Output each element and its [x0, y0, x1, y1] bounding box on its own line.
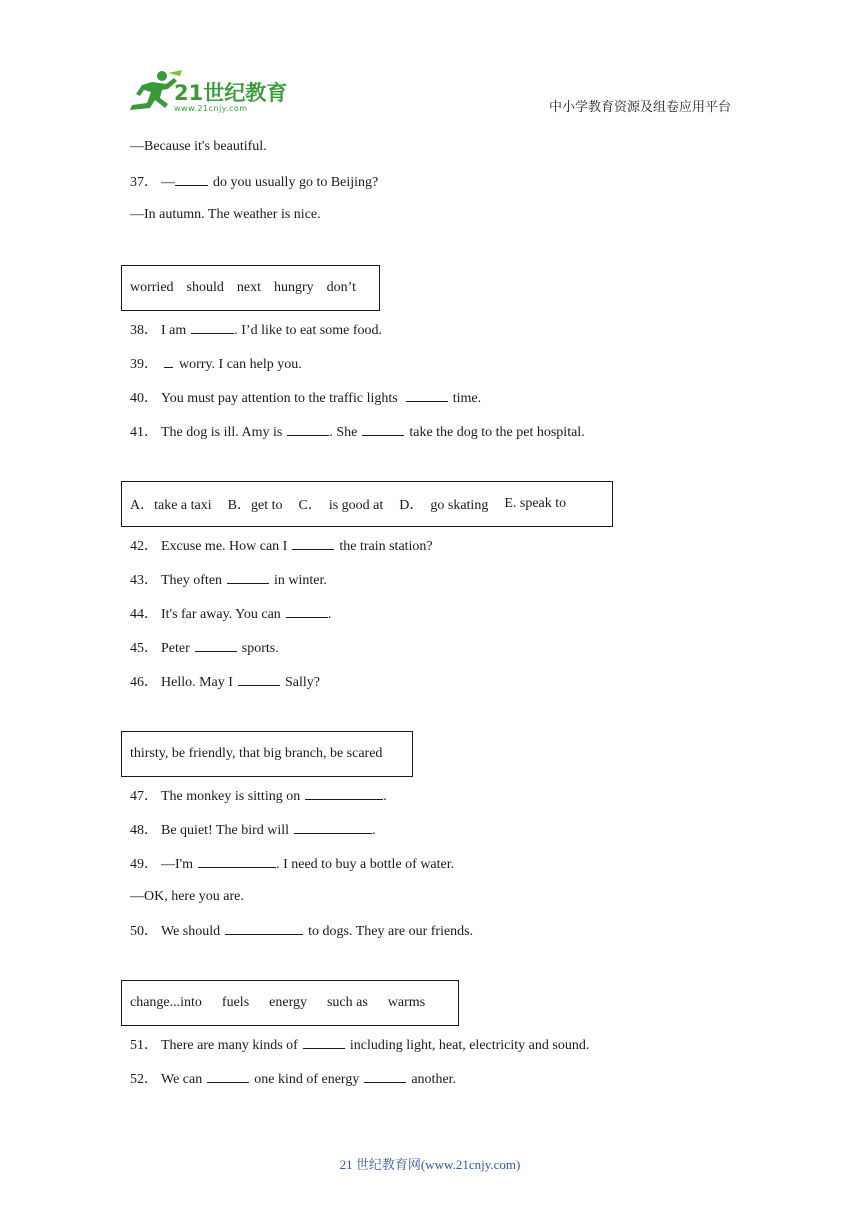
answer-blank[interactable]	[195, 638, 237, 652]
answer-blank[interactable]	[207, 1069, 249, 1083]
answer-blank[interactable]	[294, 820, 372, 834]
question-43: 43． They often in winter.	[130, 570, 327, 590]
question-48: 48． Be quiet! The bird will .	[130, 820, 376, 840]
question-50: 50． We should to dogs. They are our friends.	[130, 921, 473, 941]
answer-line: —OK, here you are.	[130, 889, 244, 904]
question-46: 46． Hello. May I Sally?	[130, 672, 320, 692]
word-bank-item: change...into	[130, 995, 202, 1010]
option-d: D． go skating	[399, 498, 489, 513]
answer-blank[interactable]	[362, 422, 404, 436]
phrase-bank-box	[121, 731, 413, 777]
answer-blank[interactable]	[303, 1035, 345, 1049]
question-38: 38． I am . I’d like to eat some food.	[130, 320, 382, 340]
answer-blank[interactable]	[364, 1069, 406, 1083]
answer-blank[interactable]	[191, 320, 234, 334]
word-bank-box	[121, 265, 380, 311]
question-45: 45． Peter sports.	[130, 638, 279, 658]
word-bank-item: fuels	[221, 995, 250, 1010]
page-footer: 21 世纪教育网(www.21cnjy.com)	[339, 1157, 521, 1172]
answer-blank[interactable]	[238, 672, 280, 686]
option-e: E. speak to	[504, 496, 567, 511]
header-platform-text: 中小学教育资源及组卷应用平台	[549, 100, 732, 115]
answer-blank[interactable]	[406, 388, 448, 402]
answer-line: —In autumn. The weather is nice.	[130, 207, 321, 222]
answer-blank[interactable]	[175, 172, 208, 186]
question-51: 51． There are many kinds of including light, heat, electricity and sound.	[130, 1035, 589, 1055]
runner-logo-icon	[122, 68, 292, 116]
question-40: 40． You must pay attention to the traffic lights time.	[130, 388, 481, 408]
question-37: 37． — do you usually go to Beijing?	[130, 172, 378, 192]
word-bank-item: energy	[269, 995, 307, 1010]
site-logo	[122, 68, 292, 116]
word-bank-item: should	[186, 280, 224, 295]
answer-blank[interactable]	[198, 854, 276, 868]
answer-blank[interactable]	[227, 570, 269, 584]
answer-blank[interactable]	[292, 536, 334, 550]
answer-blank[interactable]	[225, 921, 303, 935]
question-52: 52． We can one kind of energy another.	[130, 1069, 456, 1089]
question-47: 47． The monkey is sitting on .	[130, 786, 387, 806]
answer-blank[interactable]	[305, 786, 383, 800]
question-42: 42． Excuse me. How can I the train station?	[130, 536, 433, 556]
answer-blank[interactable]	[164, 354, 173, 368]
question-41: 41． The dog is ill. Amy is . She take the dog to the pet hospital.	[130, 422, 585, 442]
word-bank-item: worried	[130, 280, 174, 295]
question-49: 49． —I'm . I need to buy a bottle of water.	[130, 854, 454, 874]
word-bank-item: such as	[326, 995, 368, 1010]
option-b: B．get to	[227, 498, 283, 513]
options-box	[121, 481, 613, 527]
word-bank-item: hungry	[274, 280, 314, 295]
option-c: C． is good at	[298, 498, 384, 513]
option-a: A．take a taxi	[130, 498, 212, 513]
answer-blank[interactable]	[287, 422, 329, 436]
svg-text:21世纪教育: 21世纪教育	[174, 81, 288, 105]
word-bank-box	[121, 980, 459, 1026]
answer-blank[interactable]	[286, 604, 328, 618]
word-bank-item: next	[236, 280, 261, 295]
word-bank-item: warms	[387, 995, 426, 1010]
phrase-bank-text: thirsty, be friendly, that big branch, be scared	[130, 746, 383, 761]
word-bank-item: don’t	[326, 280, 356, 295]
question-44: 44． It's far away. You can .	[130, 604, 331, 624]
svg-text:www.21cnjy.com: www.21cnjy.com	[174, 104, 248, 113]
question-39: 39． worry. I can help you.	[130, 354, 302, 374]
answer-line: —Because it's beautiful.	[130, 139, 267, 154]
